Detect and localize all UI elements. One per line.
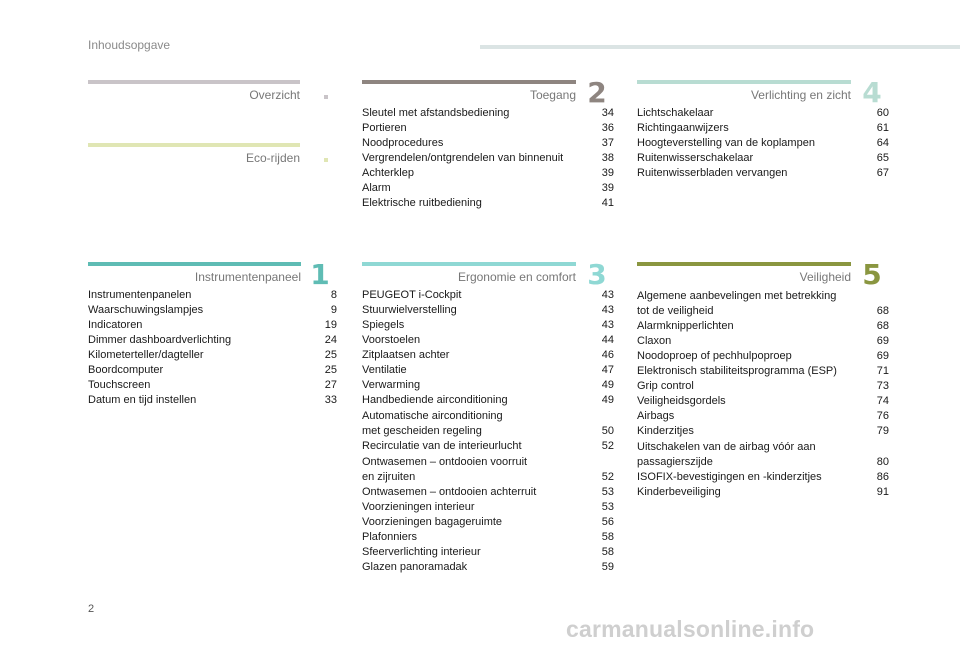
toc-entry[interactable] — [88, 348, 337, 363]
toc-entry-page: 37 — [601, 137, 614, 149]
toc-entry[interactable] — [362, 454, 614, 485]
toc-entry[interactable] — [637, 121, 889, 136]
toc-entries — [637, 288, 889, 500]
toc-entry[interactable] — [362, 181, 614, 196]
toc-entry-label: Ontwasemen – ontdooien achterruit — [362, 486, 537, 498]
section-title: Eco-rijden — [245, 151, 300, 165]
toc-entry[interactable] — [637, 166, 889, 181]
toc-entry-label: Noodprocedures — [362, 137, 444, 149]
toc-entry[interactable] — [88, 378, 337, 393]
toc-entry-page: 64 — [876, 137, 889, 149]
toc-entry-page: 25 — [324, 349, 337, 361]
section-marker — [324, 158, 328, 162]
toc-entry-label: Lichtschakelaar — [637, 107, 714, 119]
toc-entry-label: Zitplaatsen achter — [362, 349, 450, 361]
toc-entry-label: PEUGEOT i-Cockpit — [362, 289, 462, 301]
toc-entry-page: 53 — [601, 486, 614, 498]
toc-entry[interactable] — [362, 333, 614, 348]
toc-entry[interactable] — [362, 545, 614, 560]
toc-entry-page: 39 — [601, 182, 614, 194]
toc-entry-label: Dimmer dashboardverlichting — [88, 334, 232, 346]
title-divider — [480, 45, 960, 49]
section-title: Instrumentenpaneel — [194, 270, 301, 284]
toc-entry-page: 58 — [601, 531, 614, 543]
toc-entry-page: 9 — [330, 304, 337, 316]
toc-entry[interactable] — [637, 151, 889, 166]
watermark-text: carmanualsonline.info — [566, 616, 815, 642]
section-color-bar — [88, 143, 300, 147]
page-number: 2 — [88, 603, 95, 615]
toc-entry-label: Spiegels — [362, 319, 405, 331]
toc-entry-page: 53 — [601, 501, 614, 513]
toc-entry[interactable] — [88, 288, 337, 303]
toc-entry-page: 58 — [601, 546, 614, 558]
toc-entry[interactable] — [637, 319, 889, 334]
toc-entry-label: Kinderzitjes — [637, 425, 694, 437]
toc-entry-label: Noodoproep of pechhulpoproep — [637, 350, 792, 362]
toc-entry[interactable] — [637, 334, 889, 349]
toc-entry-page: 69 — [876, 350, 889, 362]
section-color-bar — [362, 80, 576, 84]
toc-entry-page: 44 — [601, 334, 614, 346]
toc-entry[interactable] — [637, 409, 889, 424]
toc-entry-page: 73 — [876, 380, 889, 392]
toc-entry-page: 76 — [876, 410, 889, 422]
toc-entry[interactable] — [637, 288, 889, 319]
toc-entry-label: Ruitenwisserschakelaar — [637, 152, 754, 164]
toc-entry-page: 59 — [601, 561, 614, 573]
section-title: Veiligheid — [799, 270, 851, 284]
toc-entry[interactable] — [362, 196, 614, 211]
toc-entry[interactable] — [88, 393, 337, 408]
toc-entry-page: 47 — [601, 364, 614, 376]
toc-entry-label: Touchscreen — [88, 379, 151, 391]
toc-entry-page: 39 — [601, 167, 614, 179]
toc-entry-label: Voorstoelen — [362, 334, 421, 346]
toc-entry-label: Elektrische ruitbediening — [362, 197, 482, 209]
toc-entry[interactable] — [362, 393, 614, 408]
toc-entry[interactable] — [637, 379, 889, 394]
toc-entry-label: Datum en tijd instellen — [88, 394, 197, 406]
toc-entry[interactable] — [362, 515, 614, 530]
toc-entry-label: Hoogteverstelling van de koplampen — [637, 137, 815, 149]
toc-entry[interactable] — [362, 166, 614, 181]
toc-entry-label: Kinderbeveiliging — [637, 486, 721, 498]
section-number: 2 — [587, 76, 607, 109]
toc-entry-label: Kilometerteller/dagteller — [88, 349, 204, 361]
toc-entry-label: Waarschuwingslampjes — [88, 304, 204, 316]
toc-entries — [88, 288, 337, 408]
toc-entry-label: Elektronisch stabiliteitsprogramma (ESP) — [637, 365, 837, 377]
toc-entry-page: 91 — [876, 486, 889, 498]
toc-entry-page: 68 — [876, 320, 889, 332]
section-title: Ergonomie en comfort — [457, 270, 576, 284]
toc-entry[interactable] — [362, 318, 614, 333]
toc-entry-page: 61 — [876, 122, 889, 134]
toc-entry[interactable] — [637, 364, 889, 379]
toc-entry-label: Sfeerverlichting interieur — [362, 546, 481, 558]
section-color-bar — [362, 262, 576, 266]
toc-entry-page: 68 — [876, 305, 889, 317]
toc-entry[interactable] — [362, 560, 614, 575]
toc-entry[interactable] — [362, 408, 614, 439]
toc-entry-page: 79 — [876, 425, 889, 437]
toc-entry-page: 52 — [601, 440, 614, 452]
toc-entry-page: 34 — [601, 107, 614, 119]
toc-entry-label: Vergrendelen/ontgrendelen van binnenuit — [362, 152, 564, 164]
page-title: Inhoudsopgave — [88, 38, 171, 52]
toc-entry-page: 65 — [876, 152, 889, 164]
toc-entry-label: Voorzieningen interieur — [362, 501, 475, 513]
toc-entry[interactable] — [362, 500, 614, 515]
toc-entry[interactable] — [362, 136, 614, 151]
toc-entry-label: Claxon — [637, 335, 672, 347]
toc-entry[interactable] — [362, 303, 614, 318]
toc-entry-label: Alarm — [362, 182, 391, 194]
toc-entry-label: Sleutel met afstandsbediening — [362, 107, 510, 119]
section-number: 4 — [862, 76, 882, 109]
toc-entry[interactable] — [88, 318, 337, 333]
toc-entry-label: Airbags — [637, 410, 675, 422]
section-color-bar — [88, 262, 301, 266]
toc-entry-label: Recirculatie van de interieurlucht — [362, 440, 522, 452]
toc-entry-label: Achterklep — [362, 167, 414, 179]
toc-entry-page: 67 — [876, 167, 889, 179]
toc-entry-label: Automatische airconditioning met gescheiden regeling — [362, 410, 503, 437]
toc-entry[interactable] — [362, 348, 614, 363]
toc-entry[interactable] — [637, 136, 889, 151]
toc-entry-page: 25 — [324, 364, 337, 376]
toc-entry-page: 80 — [876, 456, 889, 468]
toc-entry-page: 43 — [601, 319, 614, 331]
toc-entry-label: Alarmknipperlichten — [637, 320, 734, 332]
toc-entry-label: Uitschakelen van de airbag vóór aan passagierszijde — [637, 441, 816, 468]
toc-entry-label: Boordcomputer — [88, 364, 164, 376]
section-color-bar — [637, 262, 851, 266]
toc-entry-label: ISOFIX-bevestigingen en -kinderzitjes — [637, 471, 822, 483]
toc-entry[interactable] — [637, 439, 889, 470]
toc-entry[interactable] — [637, 485, 889, 500]
toc-entry-label: Ventilatie — [362, 364, 407, 376]
toc-entry[interactable] — [637, 106, 889, 121]
section-title: Verlichting en zicht — [750, 88, 851, 102]
toc-entry-page: 49 — [601, 379, 614, 391]
toc-entry-page: 43 — [601, 289, 614, 301]
section-number: 5 — [862, 258, 882, 291]
toc-entries — [362, 288, 614, 575]
toc-entry-page: 8 — [330, 289, 337, 301]
toc-entry-label: Plafonniers — [362, 531, 418, 543]
toc-entry[interactable] — [362, 151, 614, 166]
toc-entry-page: 86 — [876, 471, 889, 483]
toc-entry[interactable] — [362, 530, 614, 545]
toc-entry[interactable] — [637, 349, 889, 364]
section-title: Overzicht — [249, 88, 300, 102]
toc-entry[interactable] — [637, 394, 889, 409]
section-color-bar — [88, 80, 300, 84]
toc-entry[interactable] — [362, 485, 614, 500]
toc-entry-page: 46 — [601, 349, 614, 361]
toc-entry-page: 52 — [601, 471, 614, 483]
toc-entry-page: 41 — [601, 197, 614, 209]
toc-entry-label: Handbediende airconditioning — [362, 394, 508, 406]
toc-entry[interactable] — [362, 378, 614, 393]
toc-entry-label: Instrumentenpanelen — [88, 289, 192, 301]
toc-entry-page: 50 — [601, 425, 614, 437]
toc-entry-label: Ruitenwisserbladen vervangen — [637, 167, 788, 179]
toc-entry-page: 36 — [601, 122, 614, 134]
section-title: Toegang — [529, 88, 576, 102]
toc-entry[interactable] — [637, 470, 889, 485]
section-color-bar — [637, 80, 851, 84]
toc-entry[interactable] — [362, 121, 614, 136]
toc-entry-label: Algemene aanbevelingen met betrekking tot de veiligheid — [637, 290, 837, 317]
toc-entry-page: 74 — [876, 395, 889, 407]
toc-entry-page: 60 — [876, 107, 889, 119]
toc-entry-page: 38 — [601, 152, 614, 164]
toc-entry-label: Veiligheidsgordels — [637, 395, 726, 407]
toc-entry-label: Indicatoren — [88, 319, 143, 331]
toc-entry-page: 69 — [876, 335, 889, 347]
toc-entry-page: 33 — [324, 394, 337, 406]
toc-entry[interactable] — [88, 333, 337, 348]
toc-entry-page: 56 — [601, 516, 614, 528]
toc-entry-label: Richtingaanwijzers — [637, 122, 729, 134]
toc-entry[interactable] — [362, 106, 614, 121]
section-marker — [324, 95, 328, 99]
toc-entry-label: Stuurwielverstelling — [362, 304, 457, 316]
toc-entry-page: 19 — [324, 319, 337, 331]
toc-entry-page: 27 — [324, 379, 337, 391]
toc-entry-label: Portieren — [362, 122, 407, 134]
section-number: 3 — [587, 258, 607, 291]
toc-entry-page: 49 — [601, 394, 614, 406]
toc-entry[interactable] — [362, 363, 614, 378]
toc-entry[interactable] — [88, 363, 337, 378]
toc-entry[interactable] — [362, 288, 614, 303]
toc-entry-label: Glazen panoramadak — [362, 561, 468, 573]
toc-entries — [362, 106, 614, 211]
toc-entries — [637, 106, 889, 181]
toc-entry-page: 43 — [601, 304, 614, 316]
toc-entry-label: Voorzieningen bagageruimte — [362, 516, 503, 528]
toc-entry-label: Ontwasemen – ontdooien voorruit en zijruiten — [362, 456, 528, 483]
section-number: 1 — [310, 258, 330, 291]
toc-entry-page: 24 — [324, 334, 337, 346]
toc-entry[interactable] — [362, 439, 614, 454]
toc-entry-label: Grip control — [637, 380, 694, 392]
toc-entry-page: 71 — [876, 365, 889, 377]
toc-entry[interactable] — [637, 424, 889, 439]
toc-entry-label: Verwarming — [362, 379, 421, 391]
toc-entry[interactable] — [88, 303, 337, 318]
